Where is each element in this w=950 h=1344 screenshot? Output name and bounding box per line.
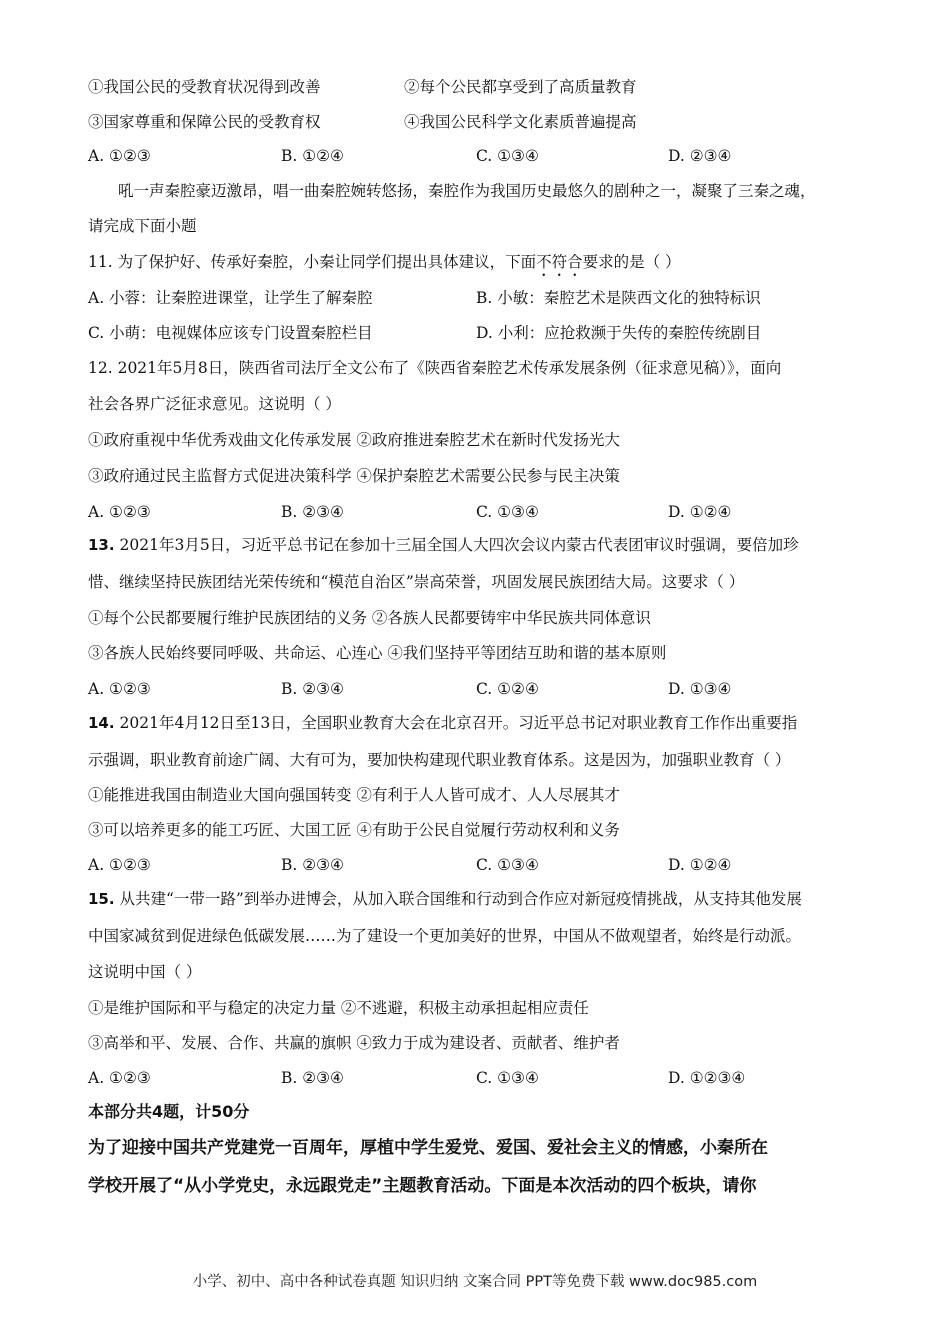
option-a: A. ①②③ [88, 147, 151, 165]
q14-statements-34: ③可以培养更多的能工巧匠、大国工匠 ④有助于公民自觉履行劳动权利和义务 [88, 821, 620, 839]
q14-statements-12: ①能推进我国由制造业大国向强国转变 ②有利于人人皆可成才、人人尽展其才 [88, 786, 620, 804]
q15-number: 15. [88, 890, 115, 908]
q13-text-1: 2021年3月5日，习近平总书记在参加十三届全国人大四次会议内蒙古代表团审议时强调，要倍加珍 [114, 536, 799, 554]
q15-option-d: D. ①②③④ [668, 1069, 746, 1087]
q12-line-1: 12. 2021年5月8日，陕西省司法厅全文公布了《陕西省秦腔艺术传承发展条例（征求意见稿）》，面向 [88, 359, 782, 377]
section-line-2: 学校开展了“从小学党史，永远跟党走”主题教育活动。下面是本次活动的四个板块，请你 [88, 1176, 757, 1196]
q14-option-b: B. ②③④ [281, 856, 344, 874]
q11-pre: 11. 为了保护好、传承好秦腔，小秦让同学们提出具体建议，下面 [88, 253, 537, 271]
q15-line-2: 中国家减贫到促进绿色低碳发展……为了建设一个更加美好的世界，中国从不做观望者，始终是行动派。 [88, 927, 802, 945]
q14-line-2: 示强调，职业教育前途广阔、大有可为，要加快构建现代职业教育体系。这是因为，加强职业教育（ ） [88, 751, 791, 769]
q15-statements-12: ①是维护国际和平与稳定的决定力量 ②不逃避，积极主动承担起相应责任 [88, 999, 589, 1017]
q12-option-d: D. ①②④ [668, 503, 732, 521]
q13-number: 13. [88, 536, 115, 554]
section-title: 本部分共4题，计50分 [88, 1102, 250, 1121]
statement-1: ①我国公民的受教育状况得到改善 [88, 78, 321, 96]
q14-line-1 [88, 713, 797, 733]
q12-option-c: C. ①③④ [476, 503, 539, 521]
option-c: C. ①③④ [476, 147, 539, 165]
statement-3: ③国家尊重和保障公民的受教育权 [88, 113, 321, 131]
q15-statements-34: ③高举和平、发展、合作、共赢的旗帜 ④致力于成为建设者、贡献者、维护者 [88, 1034, 620, 1052]
q14-text-1: 2021年4月12日至13日，全国职业教育大会在北京召开。习近平总书记对职业教育工作作出重要指 [114, 714, 798, 732]
intro-line-1: 吼一声秦腔豪迈激昂，唱一曲秦腔婉转悠扬，秦腔作为我国历史最悠久的剧种之一，凝聚了三秦之魂， [118, 182, 816, 200]
statement-2: ②每个公民都享受到了高质量教育 [404, 78, 637, 96]
q13-statements-12: ①每个公民都要履行维护民族团结的义务 ②各族人民都要铸牢中华民族共同体意识 [88, 609, 651, 627]
q14-option-a: A. ①②③ [88, 856, 151, 874]
q13-option-a: A. ①②③ [88, 680, 151, 698]
q14-option-d: D. ①②④ [668, 856, 732, 874]
q13-statements-34: ③各族人民始终要同呼吸、共命运、心连心 ④我们坚持平等团结互助和谐的基本原则 [88, 644, 667, 662]
q13-line-1 [88, 535, 799, 555]
q14-number: 14. [88, 714, 115, 732]
section-line-1: 为了迎接中国共产党建党一百周年，厚植中学生爱党、爱国、爱社会主义的情感，小秦所在 [88, 1138, 768, 1158]
q12-option-a: A. ①②③ [88, 503, 151, 521]
question-11 [88, 252, 681, 280]
q11-option-c: C. 小萌：电视媒体应该专门设置秦腔栏目 [88, 324, 373, 342]
statement-4: ④我国公民科学文化素质普遍提高 [404, 113, 637, 131]
q11-post: 要求的是（ ） [582, 253, 681, 271]
q11-option-a: A. 小蓉：让秦腔进课堂，让学生了解秦腔 [88, 289, 373, 307]
q13-option-c: C. ①②④ [476, 680, 539, 698]
q15-option-c: C. ①③④ [476, 1069, 539, 1087]
q13-option-b: B. ②③④ [281, 680, 344, 698]
q12-option-b: B. ②③④ [281, 503, 344, 521]
q15-text-1: 从共建“一带一路”到举办进博会，从加入联合国维和行动到合作应对新冠疫情挑战，从支持其他发展 [114, 890, 802, 908]
q14-option-c: C. ①③④ [476, 856, 539, 874]
q11-option-d: D. 小利：应抢救濒于失传的秦腔传统剧目 [476, 324, 762, 342]
q12-line-2: 社会各界广泛征求意见。这说明（ ） [88, 395, 341, 413]
q11-emphasis: 不符合 [536, 253, 583, 271]
q11-option-b: B. 小敏：秦腔艺术是陕西文化的独特标识 [476, 289, 761, 307]
q15-line-1 [88, 889, 802, 909]
q13-line-2: 惜、继续坚持民族团结光荣传统和“模范自治区”崇高荣誉，巩固发展民族团结大局。这要求（ ） [88, 573, 745, 591]
q13-option-d: D. ①③④ [668, 680, 732, 698]
q15-line-3: 这说明中国（ ） [88, 963, 202, 981]
q15-option-b: B. ②③④ [281, 1069, 344, 1087]
q12-statements-12: ①政府重视中华优秀戏曲文化传承发展 ②政府推进秦腔艺术在新时代发扬光大 [88, 431, 620, 449]
option-b: B. ①②④ [281, 147, 344, 165]
option-d: D. ②③④ [668, 147, 732, 165]
q12-statements-34: ③政府通过民主监督方式促进决策科学 ④保护秦腔艺术需要公民参与民主决策 [88, 467, 620, 485]
intro-line-2: 请完成下面小题 [88, 217, 197, 235]
page-footer: 小学、初中、高中各种试卷真题 知识归纳 文案合同 PPT等免费下载 www.doc985.com [192, 1274, 758, 1290]
q15-option-a: A. ①②③ [88, 1069, 151, 1087]
